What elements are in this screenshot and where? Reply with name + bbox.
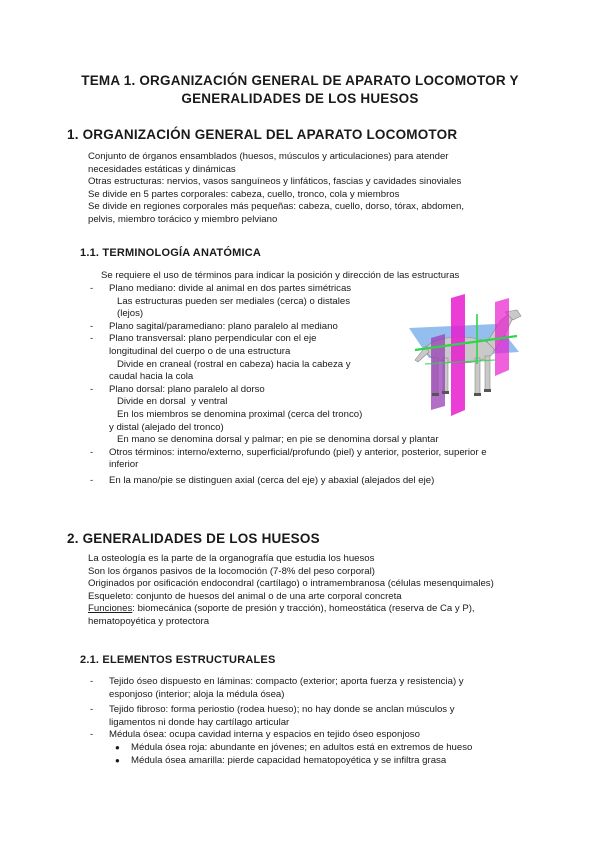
text-line: hematopoyética y protectora [88, 615, 210, 627]
list-item: - Plano mediano: divide al animal en dos partes simétricas [90, 283, 352, 294]
dash-bullet-icon: - [90, 446, 94, 458]
sub-list-item: ● Médula ósea roja: abundante en jóvenes; en adultos está en extremos de hueso [115, 742, 473, 753]
section-2-paragraph [88, 553, 494, 629]
list-item: - Otros términos: interno/externo, superficial/profundo (piel) y anterior, posterior, superior e [90, 446, 487, 458]
dash-bullet-icon: - [90, 729, 94, 741]
functions-label: Funciones [88, 603, 133, 615]
list-item-continuation: En mano se denomina dorsal y palmar; en pie se denomina dorsal y plantar [109, 434, 439, 446]
section-1-paragraph [88, 151, 464, 227]
text-line: Esqueleto: conjunto de huesos del animal o de una arte corporal concreta [88, 590, 402, 602]
list-item-continuation: En los miembros se denomina proximal (cerca del tronco) [109, 408, 363, 420]
list-item-continuation: caudal hacia la cola [109, 371, 194, 383]
structural-elements-list [90, 676, 464, 742]
text-line: Originados por osificación endocondral (cartílago) o intramembranosa (células mesenquimales) [88, 578, 494, 590]
sub-list-item: ● Médula ósea amarilla: pierde capacidad hematopoyética y se infiltra grasa [115, 754, 447, 766]
section-1-1-heading: 1.1. TERMINOLOGÍA ANATÓMICA [80, 247, 261, 259]
section-2-1-heading: 2.1. ELEMENTOS ESTRUCTURALES [80, 654, 276, 666]
text-line: Son los órganos pasivos de la locomoción (7-8% del peso corporal) [88, 565, 375, 577]
dash-bullet-icon: - [90, 383, 94, 395]
dash-bullet-icon: - [90, 320, 94, 332]
list-item-continuation: esponjoso (interior; aloja la médula ósea) [109, 688, 285, 700]
list-item-continuation: Las estructuras pueden ser mediales (cerca) o distales [109, 295, 351, 307]
text-line: Se divide en 5 partes corporales: cabeza, cuello, tronco, cola y miembros [88, 188, 400, 200]
round-bullet-icon: ● [115, 743, 120, 752]
text-line: Conjunto de órganos ensamblados (huesos, músculos y articulaciones) para atender [88, 151, 449, 162]
text-line: Se divide en regiones corporales más pequeñas: cabeza, cuello, dorso, tórax, abdomen, [88, 201, 464, 213]
list-item-continuation: Divide en dorsal y ventral [109, 396, 228, 408]
section-1-heading: 1. ORGANIZACIÓN GENERAL DEL APARATO LOCOMOTOR [67, 127, 458, 142]
document-title [60, 72, 540, 108]
list-item: - Plano sagital/paramediano: plano paralelo al mediano [90, 320, 338, 332]
text-line: pelvis, miembro torácico y miembro pelviano [88, 213, 278, 225]
list-item-continuation: ligamentos ni donde hay cartílago articular [109, 716, 290, 728]
list-item-continuation: y distal (alejado del tronco) [109, 421, 224, 433]
list-item: - Médula ósea: ocupa cavidad interna y espacios en tejido óseo esponjoso [90, 729, 420, 741]
text-line: necesidades estáticas y dinámicas [88, 163, 236, 175]
list-item-continuation: inferior [109, 459, 139, 471]
dash-bullet-icon: - [90, 283, 94, 294]
dash-bullet-icon: - [90, 676, 94, 687]
dash-bullet-icon: - [90, 333, 94, 345]
title-line-1: TEMA 1. ORGANIZACIÓN GENERAL DE APARATO LOCOMOTOR Y [81, 73, 519, 88]
list-item-continuation: (lejos) [109, 308, 144, 320]
list-item: - Plano transversal: plano perpendicular con el eje [90, 333, 317, 345]
horse-planes-illustration [405, 294, 523, 420]
list-item-continuation: longitudinal del cuerpo o de una estructura [109, 345, 291, 357]
round-bullet-icon: ● [115, 755, 120, 765]
section-2-heading: 2. GENERALIDADES DE LOS HUESOS [67, 531, 320, 546]
dash-bullet-icon: - [90, 474, 94, 486]
list-item: - Tejido óseo dispuesto en láminas: compacto (exterior; aporta fuerza y resistencia) y [90, 676, 464, 687]
functions-line: Funciones: biomecánica (soporte de presión y tracción), homeostática (reserva de Ca y P), [88, 603, 475, 615]
transverse-plane-shape [451, 294, 465, 416]
list-item-continuation: Divide en craneal (rostral en cabeza) hacia la cabeza y [109, 358, 351, 370]
list-item: - Plano dorsal: plano paralelo al dorso [90, 383, 265, 395]
list-item: - En la mano/pie se distinguen axial (cerca del eje) y abaxial (alejados del eje) [90, 474, 435, 486]
list-item: - Tejido fibroso: forma periostio (rodea hueso); no hay donde se anclan músculos y [90, 704, 455, 716]
text-line: Otras estructuras: nervios, vasos sanguíneos y linfáticos, fascias y cavidades sinoviales [88, 176, 462, 188]
title-line-2: GENERALIDADES DE LOS HUESOS [181, 91, 419, 106]
text-line: La osteología es la parte de la organografía que estudia los huesos [88, 553, 375, 564]
bone-marrow-sublist [115, 742, 473, 767]
dash-bullet-icon: - [90, 704, 94, 716]
section-1-1-intro: Se requiere el uso de términos para indicar la posición y dirección de las estructuras [101, 270, 460, 281]
